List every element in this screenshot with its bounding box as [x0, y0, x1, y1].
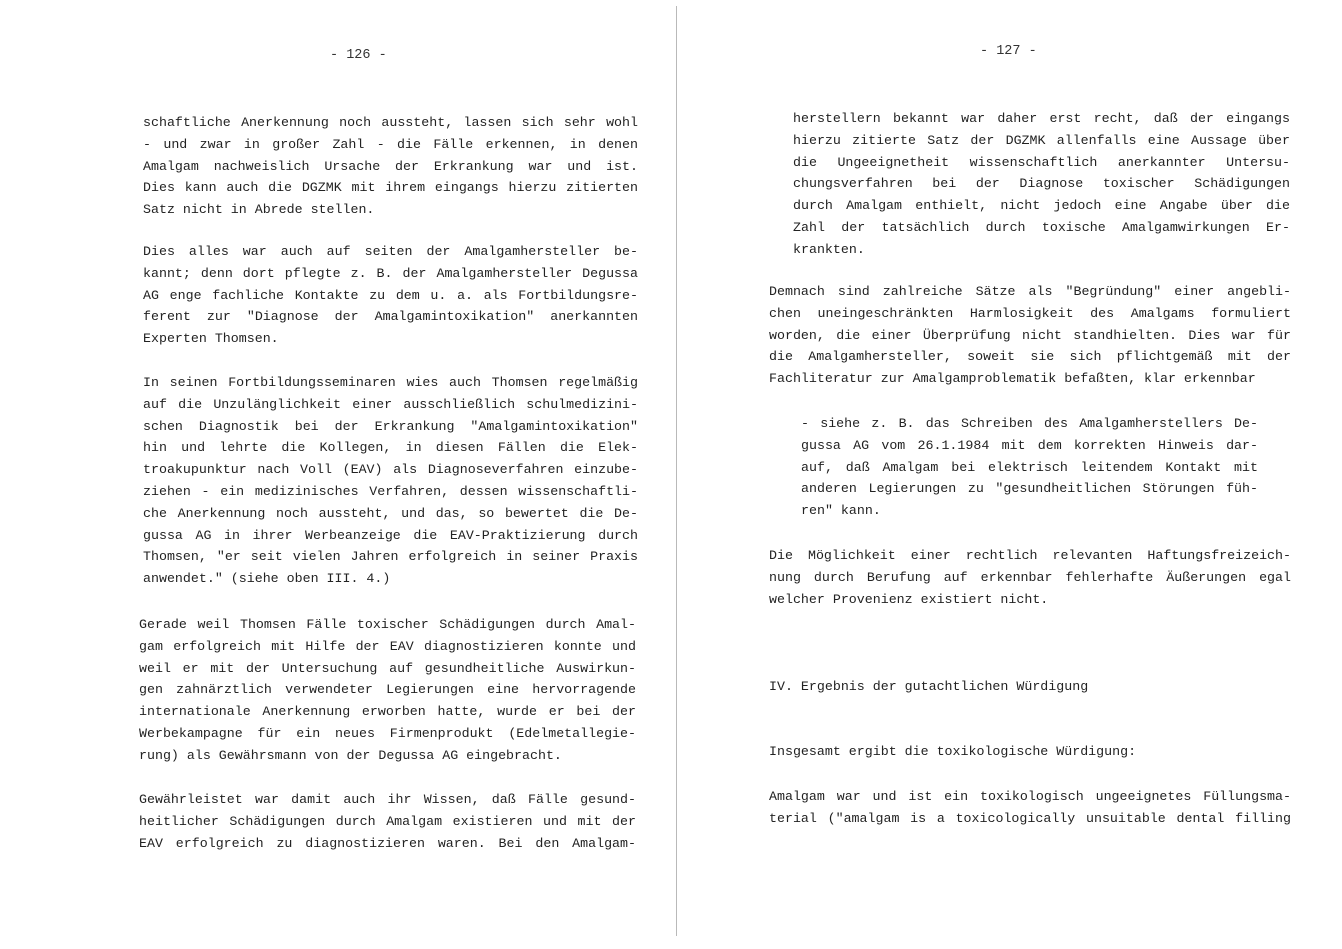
text-line: gen zahnärztlich verwendeter Legierungen eine hervorragende [139, 682, 636, 698]
paragraph [793, 108, 1290, 261]
text-line: Demnach sind zahlreiche Sätze als "Begründung" einer angebli- [769, 284, 1291, 299]
paragraph [769, 545, 1291, 610]
text-line: hin und lehrte die Kollegen, in diesen Fällen die Elek- [143, 440, 638, 456]
paragraph [139, 614, 636, 767]
indented-quote [801, 413, 1258, 522]
text-line: kannt; denn dort pflegte z. B. der Amalgamhersteller Degussa [143, 265, 638, 281]
text-line: EAV erfolgreich zu diagnostizieren waren. Bei den Amalgam- [139, 835, 636, 851]
text-line: Experten Thomsen. [143, 331, 279, 347]
right-page [677, 0, 1342, 949]
text-line: krankten. [793, 241, 865, 257]
text-line: terial ("amalgam is a toxicologically unsuitable dental filling [769, 810, 1291, 826]
paragraph [143, 112, 638, 221]
paragraph [769, 741, 1291, 763]
paragraph [143, 372, 638, 590]
text-line: Die Möglichkeit einer rechtlich relevanten Haftungsfreizeich- [769, 548, 1291, 563]
text-line: troakupunktur nach Voll (EAV) als Diagnoseverfahren einzube- [143, 462, 638, 478]
text-line: Dies kann auch die DGZMK mit ihrem eingangs hierzu zitierten [143, 180, 638, 196]
text-line: die Ungeeignetheit wissenschaftlich anerkannter Untersu- [793, 154, 1290, 170]
text-line: ren" kann. [801, 503, 881, 519]
text-line: - und zwar in großer Zahl - die Fälle erkennen, in denen [143, 136, 638, 152]
text-line: Amalgam war und ist ein toxikologisch ungeeignetes Füllungsma- [769, 789, 1291, 804]
text-line: anwendet." (siehe oben III. 4.) [143, 571, 391, 587]
text-line: gam erfolgreich mit Hilfe der EAV diagnostizieren konnte und [139, 638, 636, 654]
text-line: worden, die einer Überprüfung nicht standhielten. Dies war für [769, 327, 1291, 343]
paragraph [139, 789, 636, 854]
text-line: die Amalgamhersteller, soweit sie sich pflichtgemäß mit der [769, 349, 1291, 365]
text-line: Werbekampagne für ein neues Firmenprodukt (Edelmetallegie- [139, 725, 636, 741]
paragraph [769, 281, 1291, 390]
text-line: nung durch Berufung auf erkennbar fehlerhafte Äußerungen egal [769, 569, 1291, 585]
text-line: welcher Provenienz existiert nicht. [769, 591, 1049, 607]
text-line: che Anerkennung noch aussteht, und das, so bewertet die De- [143, 505, 638, 521]
text-line: auf, daß Amalgam bei elektrisch leitendem Kontakt mit [801, 459, 1258, 475]
text-line: heitlicher Schädigungen durch Amalgam existieren und mit der [139, 813, 636, 829]
text-line: In seinen Fortbildungsseminaren wies auch Thomsen regelmäßig [143, 375, 638, 390]
text-line: Zahl der tatsächlich durch toxische Amalgamwirkungen Er- [793, 219, 1290, 235]
text-line: internationale Anerkennung erworben hatte, wurde er bei der [139, 704, 636, 720]
text-line: Gerade weil Thomsen Fälle toxischer Schädigungen durch Amal- [139, 617, 636, 632]
text-line: weil er mit der Untersuchung auf gesundheitliche Auswirkun- [139, 660, 636, 676]
text-line: rung) als Gewährsmann von der Degussa AG eingebracht. [139, 747, 562, 763]
text-line: ferent zur "Diagnose der Amalgamintoxikation" anerkannten [143, 309, 638, 325]
text-line: Gewährleistet war damit auch ihr Wissen, daß Fälle gesund- [139, 792, 636, 807]
text-line: gussa AG in ihrer Werbeanzeige die EAV-Praktizierung durch [143, 527, 638, 543]
text-line: auf die Unzulänglichkeit einer ausschließlich schulmedizini- [143, 396, 638, 412]
text-line: ziehen - ein medizinisches Verfahren, dessen wissenschaftli- [143, 483, 638, 499]
text-line: Dies alles war auch auf seiten der Amalgamhersteller be- [143, 244, 638, 259]
text-line: Satz nicht in Abrede stellen. [143, 202, 375, 218]
text-line: hierzu zitierte Satz der DGZMK allenfalls eine Aussage über [793, 132, 1290, 148]
text-line: Insgesamt ergibt die toxikologische Würdigung: [769, 744, 1137, 759]
page-number: - 127 - [980, 44, 1037, 59]
text-line: anderen Legierungen zu "gesundheitlichen Störungen füh- [801, 481, 1258, 497]
text-line: schaftliche Anerkennung noch aussteht, lassen sich sehr wohl [143, 115, 638, 130]
paragraph [143, 241, 638, 350]
page-number: - 126 - [330, 48, 387, 63]
text-line: durch Amalgam enthielt, nicht jedoch eine Angabe über die [793, 198, 1290, 214]
paragraph [769, 786, 1291, 830]
text-line: Amalgam nachweislich Ursache der Erkrankung war und ist. [143, 158, 638, 174]
text-line: - siehe z. B. das Schreiben des Amalgamherstellers De- [801, 416, 1258, 431]
text-line: Thomsen, "er seit vielen Jahren erfolgreich in seiner Praxis [143, 549, 638, 565]
text-line: IV. Ergebnis der gutachtlichen Würdigung [769, 679, 1089, 694]
text-line: chen uneingeschränkten Harmlosigkeit des Amalgams formuliert [769, 305, 1291, 321]
text-line: gussa AG vom 26.1.1984 mit dem korrekten Hinweis dar- [801, 437, 1258, 453]
text-line: herstellern bekannt war daher erst recht, daß der eingangs [793, 111, 1290, 126]
section-heading [769, 676, 1291, 698]
text-line: schen Diagnostik bei der Erkrankung "Amalgamintoxikation" [143, 418, 638, 434]
text-line: AG enge fachliche Kontakte zu dem u. a. als Fortbildungsre- [143, 287, 638, 303]
text-line: chungsverfahren bei der Diagnose toxischer Schädigungen [793, 176, 1290, 192]
text-line: Fachliteratur zur Amalgamproblematik befaßten, klar erkennbar [769, 371, 1256, 387]
